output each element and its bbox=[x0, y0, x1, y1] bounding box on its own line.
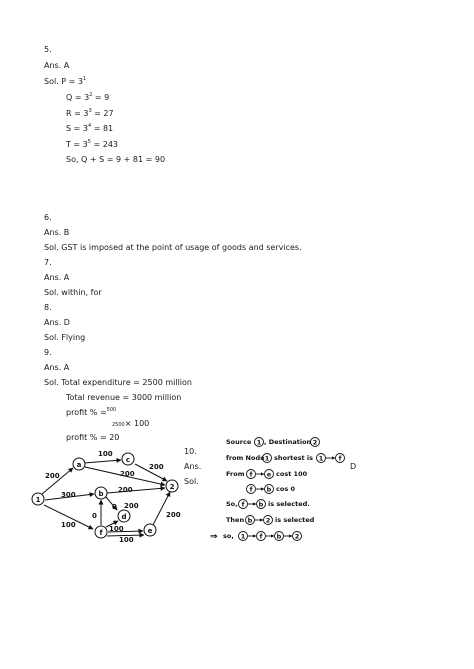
network-graph bbox=[25, 445, 185, 550]
q6-number: 6. bbox=[44, 213, 52, 222]
line3-text: From bbox=[226, 470, 245, 478]
edge-label: 200 bbox=[45, 472, 60, 480]
destination-label: , Destination bbox=[264, 438, 312, 446]
q9-profit-label: profit % = bbox=[66, 408, 107, 417]
q5-step: $Q = 3^2 = 9$ bbox=[66, 92, 110, 102]
node-label-b: b bbox=[98, 490, 104, 498]
node-label-2: 2 bbox=[169, 483, 175, 491]
q9-answer: Ans. A bbox=[44, 363, 70, 372]
node-label-a: a bbox=[76, 461, 82, 469]
line6-text: Then bbox=[226, 516, 245, 524]
q9-solution: Sol. Total expenditure = 2500 million bbox=[44, 378, 192, 387]
q5-conclusion: So, Q + S = 9 + 81 = 90 bbox=[66, 155, 166, 164]
q5-answer: Ans. A bbox=[44, 61, 70, 70]
solution-steps-diagram bbox=[205, 432, 370, 550]
line2-path-node: 1 bbox=[318, 454, 324, 463]
source-node: 1 bbox=[256, 438, 262, 447]
edge-label: 200 bbox=[124, 502, 139, 510]
q5-solution-exponent: 1 bbox=[82, 76, 87, 82]
edge-label: 100 bbox=[61, 521, 76, 529]
edge-b-2 bbox=[107, 488, 165, 493]
line7-text: so, bbox=[223, 532, 234, 540]
edge-e-2 bbox=[153, 492, 170, 525]
edge-label: 300 bbox=[61, 491, 76, 499]
line3-node: f bbox=[249, 470, 253, 479]
q8-answer: Ans. D bbox=[44, 318, 70, 327]
q5-solution bbox=[44, 77, 86, 87]
edge-label: 200 bbox=[118, 486, 133, 494]
q6-solution: Sol. GST is imposed at the point of usage of goods and services. bbox=[44, 243, 302, 252]
q5-step: $R = 3^3 = 27$ bbox=[66, 108, 114, 118]
line6-tail: is selected bbox=[275, 516, 315, 524]
node-label-1: 1 bbox=[35, 496, 41, 504]
node-label-e: e bbox=[147, 527, 153, 535]
line5-text: So, bbox=[226, 500, 238, 508]
q9-fraction-denominator: 2500 bbox=[112, 422, 125, 428]
q10-answer: Ans. bbox=[184, 462, 202, 471]
q9-revenue: Total revenue = 3000 million bbox=[66, 393, 182, 402]
edge-a-c bbox=[84, 460, 121, 463]
q7-number: 7. bbox=[44, 258, 52, 267]
line2-mid: shortest is bbox=[274, 454, 314, 462]
q9-profit-result: profit % = 20 bbox=[66, 433, 120, 442]
line7-node: f bbox=[259, 532, 263, 541]
line2-path-node: f bbox=[338, 454, 342, 463]
line2-text: from Node bbox=[226, 454, 265, 462]
node-label-c: c bbox=[125, 456, 131, 464]
edge-label: 100 bbox=[109, 525, 124, 533]
q10-solution: Sol. bbox=[184, 477, 199, 486]
line3-node: e bbox=[266, 470, 272, 479]
edge-label: 0 bbox=[92, 512, 97, 520]
edge-label: 100 bbox=[119, 536, 134, 544]
line5-node: b bbox=[258, 500, 264, 509]
line5-node: f bbox=[241, 500, 245, 509]
q6-answer: Ans. B bbox=[44, 228, 70, 237]
q10-answer-letter: D bbox=[350, 462, 357, 471]
source-label: Source bbox=[226, 438, 252, 446]
q9-number: 9. bbox=[44, 348, 52, 357]
line4-tail: cos 0 bbox=[276, 485, 295, 493]
q5-step: $T = 3^5 = 243$ bbox=[66, 139, 119, 149]
q5-number: 5. bbox=[44, 45, 52, 54]
edge-label: 200 bbox=[166, 511, 181, 519]
edge-label: 200 bbox=[149, 463, 164, 471]
q7-answer: Ans. A bbox=[44, 273, 70, 282]
edge-label: 100 bbox=[98, 450, 113, 458]
edge-label: 0 bbox=[112, 503, 117, 511]
q7-solution: Sol. within, for bbox=[44, 288, 102, 297]
line6-node: 2 bbox=[265, 516, 271, 525]
q9-fraction-numerator: 500 bbox=[106, 407, 117, 413]
node-label-f: f bbox=[99, 529, 103, 537]
q8-number: 8. bbox=[44, 303, 52, 312]
node-label-d: d bbox=[121, 513, 127, 521]
line2-node: 1 bbox=[264, 454, 270, 463]
q9-fraction-denominator-line bbox=[112, 419, 149, 430]
q10-number: 10. bbox=[184, 447, 197, 456]
line7-node: 1 bbox=[240, 532, 246, 541]
line7-node: b bbox=[276, 532, 282, 541]
line6-node: b bbox=[247, 516, 253, 525]
q9-fraction-multiplier: × 100 bbox=[124, 419, 150, 428]
line4-node: b bbox=[266, 485, 272, 494]
edge-label: 200 bbox=[120, 470, 135, 478]
implies-icon: ⇒ bbox=[210, 532, 218, 542]
q5-step: $S = 3^4 = 81$ bbox=[66, 123, 114, 133]
line5-tail: is selected. bbox=[268, 500, 310, 508]
dest-node: 2 bbox=[312, 438, 318, 447]
q9-profit-formula bbox=[66, 408, 116, 418]
line3-tail: cost 100 bbox=[276, 470, 308, 478]
q5-solution-text: Sol. P = 3 bbox=[44, 77, 83, 86]
q8-solution: Sol. Flying bbox=[44, 333, 86, 342]
line4-node: f bbox=[249, 485, 253, 494]
line7-node: 2 bbox=[294, 532, 300, 541]
